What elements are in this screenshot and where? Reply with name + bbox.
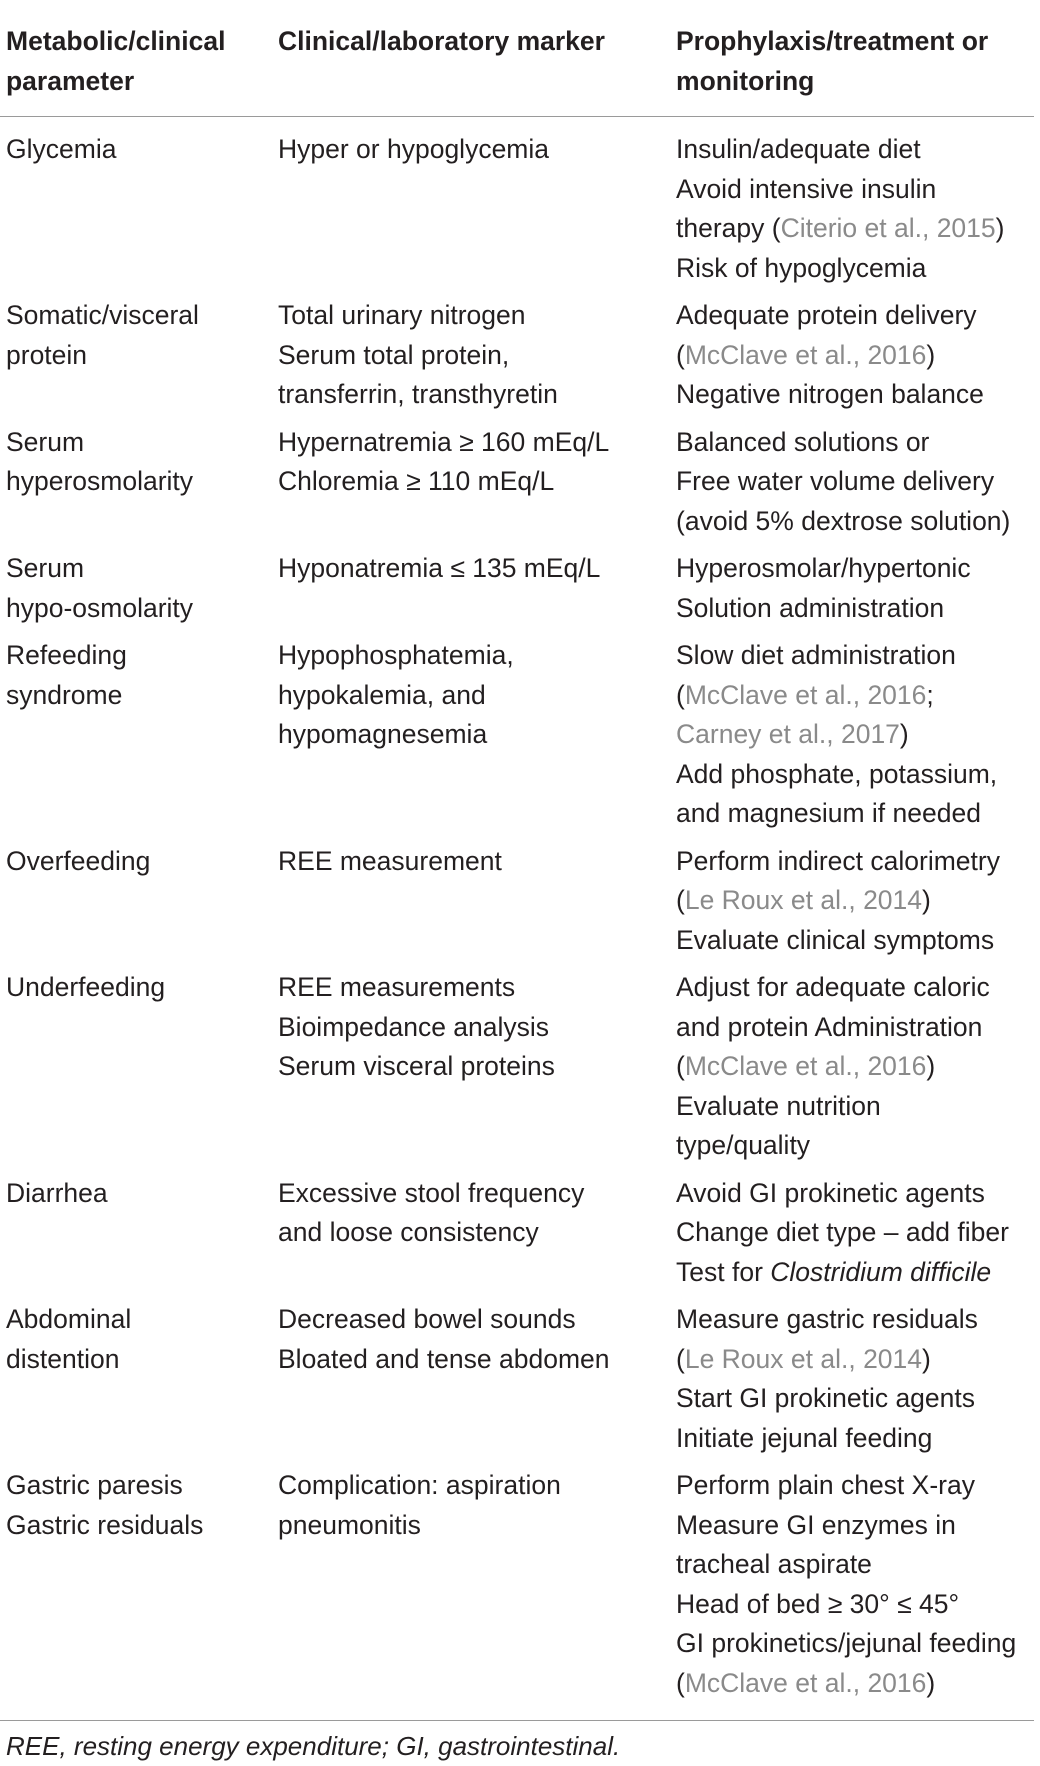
cell-line: Bloated and tense abdomen xyxy=(278,1343,610,1374)
cell-line: Serum xyxy=(6,426,85,457)
cell-line: Total urinary nitrogen xyxy=(278,300,526,330)
citation-link[interactable]: Le Roux et al., 2014 xyxy=(684,885,923,915)
cell-line xyxy=(676,1664,1016,1704)
cell-line xyxy=(676,881,1000,921)
cell-line xyxy=(676,1126,990,1166)
cell-line: Refeeding xyxy=(6,640,127,670)
table-row xyxy=(0,842,1034,961)
cell-line xyxy=(676,336,984,376)
cell-text: ) xyxy=(922,1343,931,1374)
cell-text: ( xyxy=(676,679,685,710)
cell-parameter xyxy=(6,423,193,502)
header-line: Metabolic/clinical xyxy=(6,26,226,56)
cell-line: hypomagnesemia xyxy=(278,719,488,749)
cell-text: Head of bed ≥ 30° ≤ 45° xyxy=(676,1588,960,1619)
cell-text: Perform plain chest X-ray xyxy=(676,1470,975,1500)
table-row xyxy=(0,423,1034,542)
cell-marker xyxy=(278,549,600,589)
cell-line: Complication: aspiration xyxy=(278,1470,561,1500)
cell-parameter xyxy=(6,1174,108,1214)
table-row xyxy=(0,296,1034,415)
cell-text: Avoid intensive insulin xyxy=(676,173,937,204)
cell-line: Underfeeding xyxy=(6,972,166,1002)
header-line: parameter xyxy=(6,65,135,96)
cell-text: Insulin/adequate diet xyxy=(676,134,921,164)
cell-line: and loose consistency xyxy=(278,1217,539,1247)
cell-text: ) xyxy=(926,339,936,370)
cell-line xyxy=(676,170,1004,210)
cell-line: Somatic/visceral xyxy=(6,300,199,330)
citation-link[interactable]: McClave et al., 2016 xyxy=(684,679,927,710)
cell-text: therapy ( xyxy=(676,213,781,243)
cell-line: protein xyxy=(6,339,88,370)
cell-line: pneumonitis xyxy=(278,1509,421,1540)
cell-text: Adequate protein delivery xyxy=(676,300,977,330)
cell-line xyxy=(676,1506,1016,1546)
cell-marker xyxy=(278,842,502,882)
cell-text: ) xyxy=(926,1667,936,1698)
cell-line xyxy=(676,1047,990,1087)
cell-line: Hyponatremia ≤ 135 mEq/L xyxy=(278,553,601,583)
cell-line xyxy=(676,502,1010,542)
cell-line xyxy=(676,589,971,629)
cell-line: Chloremia ≥ 110 mEq/L xyxy=(278,466,555,496)
table-row xyxy=(0,1300,1034,1458)
cell-line: Hypophosphatemia, xyxy=(278,640,514,670)
cell-line: Decreased bowel sounds xyxy=(278,1304,576,1334)
table-row xyxy=(0,636,1034,834)
cell-text: (avoid 5% dextrose solution) xyxy=(676,505,1011,536)
cell-text: Measure gastric residuals xyxy=(676,1304,978,1334)
cell-text: Evaluate clinical symptoms xyxy=(676,924,995,955)
cell-treatment xyxy=(676,968,990,1166)
cell-line xyxy=(676,1624,1016,1664)
cell-line xyxy=(676,715,997,755)
cell-text: ( xyxy=(676,1667,685,1698)
cell-marker xyxy=(278,1174,584,1253)
cell-treatment xyxy=(676,549,971,628)
cell-marker xyxy=(278,1300,610,1379)
cell-line xyxy=(676,842,1000,882)
cell-text: ) xyxy=(926,1051,936,1081)
cell-text: tracheal aspirate xyxy=(676,1549,872,1579)
cell-text: Solution administration xyxy=(676,592,945,623)
cell-line: REE measurements xyxy=(278,972,516,1002)
cell-treatment xyxy=(676,296,984,415)
cell-parameter xyxy=(6,1300,131,1379)
cell-line: Serum visceral proteins xyxy=(278,1051,555,1081)
cell-text: Balanced solutions or xyxy=(676,426,930,457)
cell-line: transferrin, transthyretin xyxy=(278,379,558,409)
cell-line xyxy=(676,676,997,716)
cell-line: hypokalemia, and xyxy=(278,679,486,710)
cell-line xyxy=(676,249,1004,289)
cell-line: Bioimpedance analysis xyxy=(278,1011,550,1042)
table-row xyxy=(0,968,1034,1166)
cell-line: hypo-osmolarity xyxy=(6,592,194,623)
citation-link[interactable]: Citerio et al., 2015 xyxy=(780,213,996,243)
cell-line xyxy=(676,1466,1016,1506)
cell-line: syndrome xyxy=(6,679,123,710)
cell-text: ( xyxy=(676,1051,685,1081)
cell-line: Serum xyxy=(6,553,85,583)
cell-text: Slow diet administration xyxy=(676,640,956,670)
cell-parameter xyxy=(6,1466,203,1545)
header-line: monitoring xyxy=(676,65,815,96)
cell-text: ( xyxy=(676,339,685,370)
cell-text: Avoid GI prokinetic agents xyxy=(676,1177,985,1208)
cell-text: Negative nitrogen balance xyxy=(676,379,984,409)
cell-line xyxy=(676,130,1004,170)
header-line: Prophylaxis/treatment or xyxy=(676,26,989,56)
cell-text: ) xyxy=(922,885,931,915)
cell-line xyxy=(676,636,997,676)
cell-text: ) xyxy=(899,719,909,749)
cell-treatment xyxy=(676,130,1004,288)
citation-link[interactable]: Le Roux et al., 2014 xyxy=(684,1343,923,1374)
cell-text: Initiate jejunal feeding xyxy=(676,1422,933,1453)
cell-line: Glycemia xyxy=(6,134,117,164)
cell-line: Gastric paresis xyxy=(6,1470,183,1500)
cell-text: GI prokinetics/jejunal feeding xyxy=(676,1628,1017,1658)
table-row xyxy=(0,130,1034,288)
cell-line: Overfeeding xyxy=(6,845,151,876)
cell-line xyxy=(676,794,997,834)
citation-link[interactable]: McClave et al., 2016 xyxy=(684,1667,927,1698)
cell-line xyxy=(676,1545,1016,1585)
cell-marker xyxy=(278,1466,561,1545)
cell-text: Adjust for adequate caloric xyxy=(676,972,990,1002)
cell-line xyxy=(676,1008,990,1048)
cell-line xyxy=(676,1585,1016,1625)
cell-parameter xyxy=(6,636,127,715)
cell-line: Serum total protein, xyxy=(278,339,510,370)
citation-link[interactable]: McClave et al., 2016 xyxy=(684,339,927,370)
cell-text: ( xyxy=(676,885,685,915)
cell-marker xyxy=(278,130,549,170)
header-treatment xyxy=(676,22,988,101)
cell-text: Measure GI enzymes in xyxy=(676,1509,956,1540)
cell-text: Free water volume delivery xyxy=(676,466,995,496)
cell-line: Gastric residuals xyxy=(6,1509,204,1540)
header-marker xyxy=(278,22,605,62)
cell-line xyxy=(676,1340,978,1380)
table-row xyxy=(0,549,1034,628)
cell-text: and protein Administration xyxy=(676,1011,983,1042)
cell-marker xyxy=(278,296,558,415)
cell-text: Test for xyxy=(676,1256,771,1287)
cell-line xyxy=(676,1253,1009,1293)
cell-parameter xyxy=(6,130,116,170)
cell-text: Start GI prokinetic agents xyxy=(676,1383,976,1413)
table-footnote: REE, resting energy expenditure; GI, gastrointestinal. xyxy=(6,1731,621,1761)
cell-text: ( xyxy=(676,1343,685,1374)
cell-text: and magnesium if needed xyxy=(676,798,981,828)
table-row xyxy=(0,1174,1034,1293)
table-bottom-rule xyxy=(0,1720,1034,1721)
header-line: Clinical/laboratory marker xyxy=(278,26,605,56)
cell-text: Hyperosmolar/hypertonic xyxy=(676,553,971,583)
cell-line: distention xyxy=(6,1343,120,1374)
cell-parameter xyxy=(6,296,199,375)
cell-treatment xyxy=(676,636,997,834)
cell-marker xyxy=(278,423,609,502)
header-parameter xyxy=(6,22,225,101)
cell-treatment xyxy=(676,423,1010,542)
cell-line: Diarrhea xyxy=(6,1177,108,1208)
cell-line xyxy=(676,1213,1009,1253)
cell-line xyxy=(676,462,1010,502)
cell-text: Evaluate nutrition xyxy=(676,1090,881,1121)
table-header xyxy=(0,0,1034,117)
cell-line: Excessive stool frequency xyxy=(278,1177,585,1208)
cell-text: Add phosphate, potassium, xyxy=(676,758,998,789)
cell-line xyxy=(676,755,997,795)
cell-text: Perform indirect calorimetry xyxy=(676,845,1000,876)
cell-parameter xyxy=(6,549,193,628)
species-name: Clostridium difficile xyxy=(770,1256,992,1287)
cell-line xyxy=(676,1300,978,1340)
cell-marker xyxy=(278,636,514,755)
cell-line xyxy=(676,549,971,589)
cell-parameter xyxy=(6,842,150,882)
cell-line: Hyper or hypoglycemia xyxy=(278,134,550,164)
citation-link[interactable]: Carney et al., 2017 xyxy=(676,719,900,749)
cell-line xyxy=(676,1379,978,1419)
citation-link[interactable]: McClave et al., 2016 xyxy=(684,1051,927,1081)
cell-marker xyxy=(278,968,555,1087)
cell-line: REE measurement xyxy=(278,845,502,876)
cell-line xyxy=(676,1087,990,1127)
cell-line xyxy=(676,921,1000,961)
cell-text: ; xyxy=(926,679,934,710)
cell-line xyxy=(676,1174,1009,1214)
cell-line xyxy=(676,423,1010,463)
cell-text: Change diet type – add fiber xyxy=(676,1217,1009,1247)
cell-text: type/quality xyxy=(676,1130,811,1160)
cell-treatment xyxy=(676,1300,978,1458)
cell-line xyxy=(676,209,1004,249)
cell-line: Abdominal xyxy=(6,1304,132,1334)
cell-text: Risk of hypoglycemia xyxy=(676,252,927,283)
cell-treatment xyxy=(676,842,1000,961)
cell-treatment xyxy=(676,1174,1009,1293)
cell-line: hyperosmolarity xyxy=(6,466,194,496)
cell-line xyxy=(676,296,984,336)
table-row xyxy=(0,1466,1034,1703)
cell-line xyxy=(676,1419,978,1459)
cell-parameter xyxy=(6,968,165,1008)
cell-line: Hypernatremia ≥ 160 mEq/L xyxy=(278,426,610,457)
cell-treatment xyxy=(676,1466,1016,1703)
cell-line xyxy=(676,375,984,415)
cell-text: ) xyxy=(995,213,1005,243)
cell-line xyxy=(676,968,990,1008)
